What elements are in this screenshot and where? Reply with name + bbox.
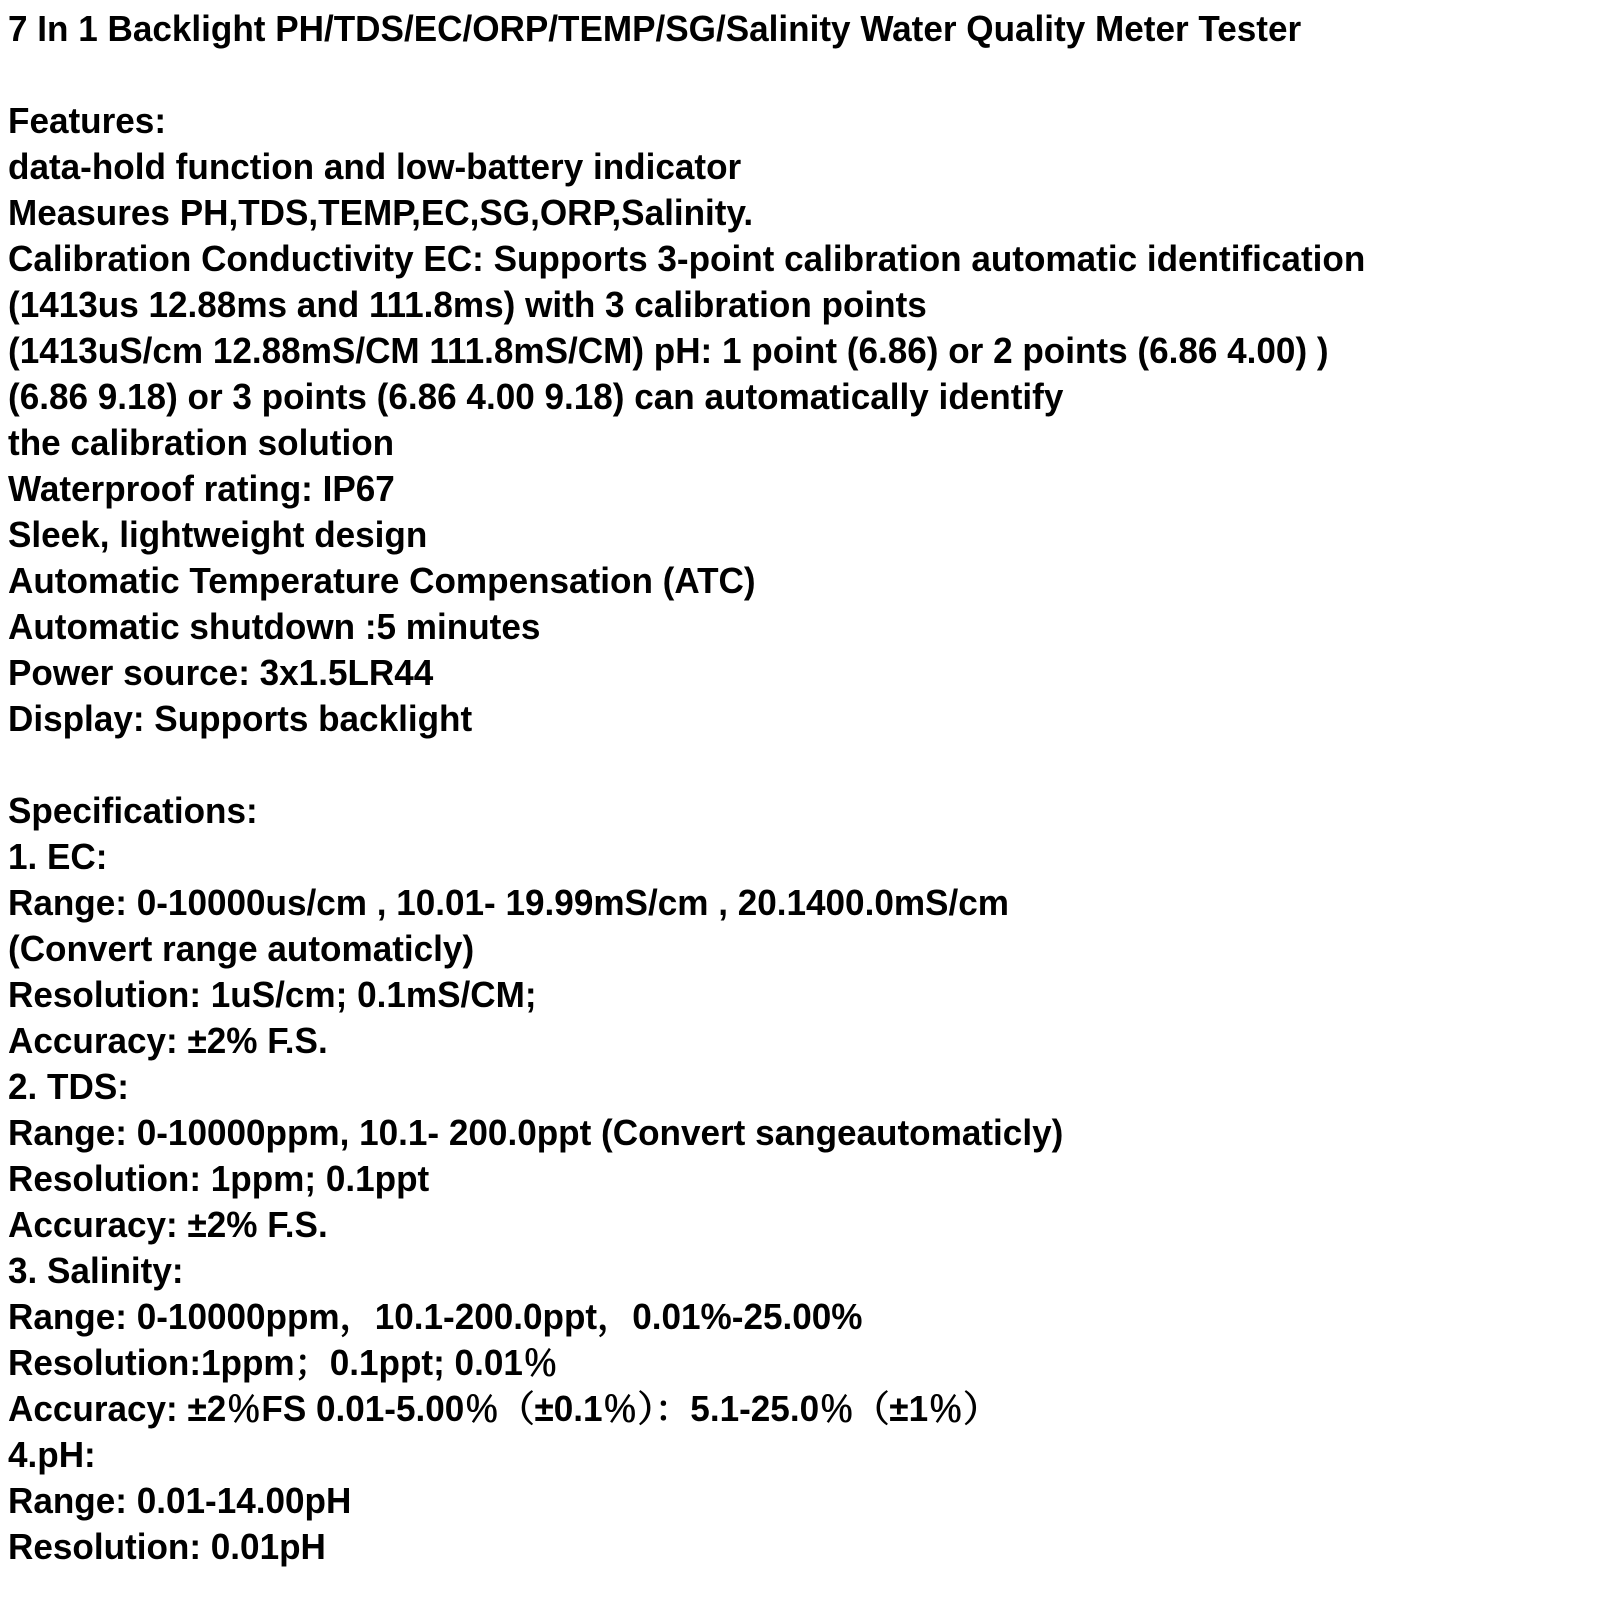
feature-line: Automatic shutdown :5 minutes [8, 606, 541, 647]
spec-line: 1. EC: [8, 836, 108, 877]
feature-line: Display: Supports backlight [8, 698, 473, 739]
feature-line: Calibration Conductivity EC: Supports 3-point calibration automatic identification [8, 238, 1366, 279]
features-heading: Features: [8, 100, 167, 141]
spacer [8, 52, 1556, 98]
spec-line: Accuracy: ±2% F.S. [8, 1204, 328, 1245]
spec-line: 4.pH: [8, 1434, 96, 1475]
feature-line: Sleek, lightweight design [8, 514, 428, 555]
feature-line: data-hold function and low-battery indicator [8, 146, 742, 187]
spec-line: Resolution: 1uS/cm; 0.1mS/CM; [8, 974, 537, 1015]
spec-line: 2. TDS: [8, 1066, 129, 1107]
document-title: 7 In 1 Backlight PH/TDS/EC/ORP/TEMP/SG/Salinity Water Quality Meter Tester [8, 8, 1302, 49]
feature-line: the calibration solution [8, 422, 395, 463]
spec-line: Range: 0.01-14.00pH [8, 1480, 352, 1521]
specifications-heading: Specifications: [8, 790, 258, 831]
spec-line: 3. Salinity: [8, 1250, 184, 1291]
spec-line: Range: 0-10000us/cm , 10.01- 19.99mS/cm , 20.1400.0mS/cm [8, 882, 1009, 923]
spec-line: Resolution: 1ppm; 0.1ppt [8, 1158, 430, 1199]
feature-line: Measures PH,TDS,TEMP,EC,SG,ORP,Salinity. [8, 192, 754, 233]
feature-line: Automatic Temperature Compensation (ATC) [8, 560, 756, 601]
feature-line: (1413us 12.88ms and 111.8ms) with 3 calibration points [8, 284, 927, 325]
spacer [8, 742, 1556, 788]
spec-line: Range: 0-10000ppm，10.1-200.0ppt，0.01%-25.00% [8, 1296, 863, 1337]
spec-line: Resolution:1ppm；0.1ppt; 0.01％ [8, 1342, 558, 1383]
feature-line: Power source: 3x1.5LR44 [8, 652, 434, 693]
spec-line: Accuracy: ±2% F.S. [8, 1020, 328, 1061]
feature-line: (1413uS/cm 12.88mS/CM 111.8mS/CM) pH: 1 point (6.86) or 2 points (6.86 4.00) ) [8, 330, 1329, 371]
document-body [8, 6, 1556, 1570]
spec-line: Range: 0-10000ppm, 10.1- 200.0ppt (Convert sangeautomaticly) [8, 1112, 1064, 1153]
spec-line: Resolution: 0.01pH [8, 1526, 326, 1567]
feature-line: Waterproof rating: IP67 [8, 468, 395, 509]
feature-line: (6.86 9.18) or 3 points (6.86 4.00 9.18) can automatically identify [8, 376, 1064, 417]
spec-line: (Convert range automaticly) [8, 928, 475, 969]
spec-line: Accuracy: ±2％FS 0.01-5.00％（±0.1％）：5.1-25.0％（±1％） [8, 1388, 999, 1429]
